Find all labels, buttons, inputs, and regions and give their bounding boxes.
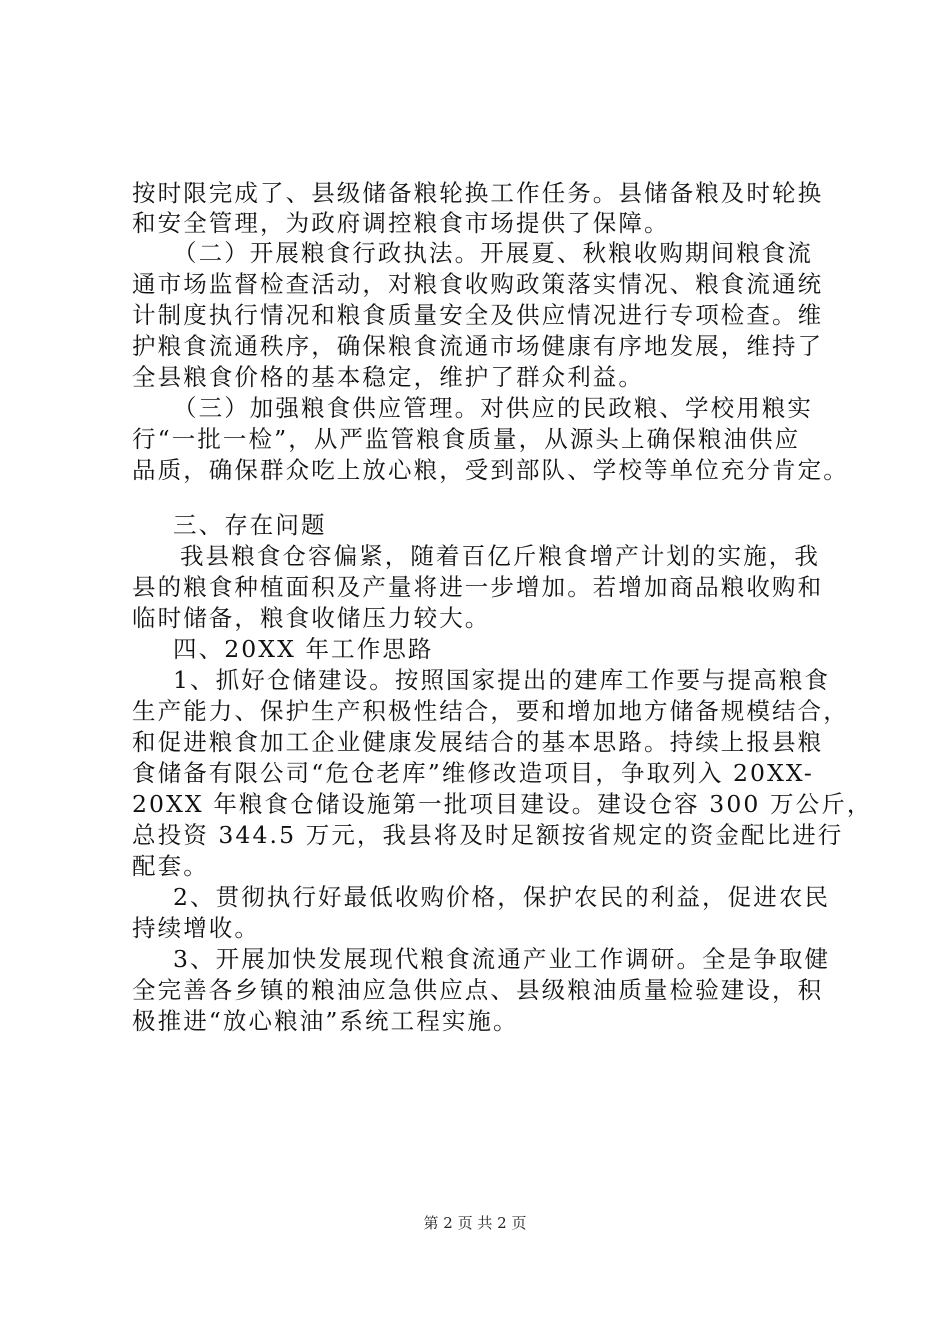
text-line: 3、开展加快发展现代粮食流通产业工作调研。全是争取健	[173, 945, 831, 973]
text-line: 总投资 344.5 万元，我县将及时足额按省规定的资金配比进行	[132, 821, 844, 849]
section-heading: 三、存在问题	[173, 511, 327, 539]
text-line: 全县粮食价格的基本稳定，维护了群众利益。	[132, 363, 644, 391]
text-line: 通市场监督检查活动，对粮食收购政策落实情况、粮食流通统	[132, 270, 824, 298]
text-line: 极推进“放心粮油”系统工程实施。	[132, 1007, 519, 1035]
text-line: 临时储备，粮食收储压力较大。	[132, 604, 491, 632]
text-line: 生产能力、保护生产积极性结合，要和增加地方储备规模结合，	[132, 697, 849, 725]
text-line: （三）加强粮食供应管理。对供应的民政粮、学校用粮实	[173, 394, 813, 422]
text-line: 食储备有限公司“危仓老库”维修改造项目，争取列入 20XX-	[132, 759, 814, 787]
text-line: 全完善各乡镇的粮油应急供应点、县级粮油质量检验建设，积	[132, 976, 824, 1004]
text-line: 计制度执行情况和粮食质量安全及供应情况进行专项检查。维	[132, 301, 824, 329]
text-line: （二）开展粮食行政执法。开展夏、秋粮收购期间粮食流	[173, 239, 813, 267]
text-line: 护粮食流通秩序，确保粮食流通市场健康有序地发展，维持了	[132, 332, 824, 360]
text-line: 县的粮食种植面积及产量将进一步增加。若增加商品粮收购和	[132, 573, 824, 601]
text-line: 配套。	[132, 852, 209, 880]
section-heading: 四、20XX 年工作思路	[173, 635, 434, 663]
page-number-footer: 第 2 页 共 2 页	[423, 1214, 527, 1232]
text-line: 和安全管理，为政府调控粮食市场提供了保障。	[132, 209, 670, 237]
text-line: 按时限完成了、县级储备粮轮换工作任务。县储备粮及时轮换	[132, 179, 824, 207]
text-line: 我县粮食仓容偏紧，随着百亿斤粮食增产计划的实施，我	[180, 542, 820, 570]
text-line: 20XX 年粮食仓储设施第一批项目建设。建设仓容 300 万公斤，	[132, 790, 873, 818]
text-line: 2、贯彻执行好最低收购价格，保护农民的利益，促进农民	[173, 883, 831, 911]
text-line: 和促进粮食加工企业健康发展结合的基本思路。持续上报县粮	[132, 728, 824, 756]
text-line: 品质，确保群众吃上放心粮，受到部队、学校等单位充分肯定。	[132, 456, 849, 484]
text-line: 1、抓好仓储建设。按照国家提出的建库工作要与提高粮食	[173, 666, 831, 694]
text-line: 行“一批一检”，从严监管粮食质量，从源头上确保粮油供应	[132, 425, 801, 453]
text-line: 持续增收。	[132, 914, 260, 942]
